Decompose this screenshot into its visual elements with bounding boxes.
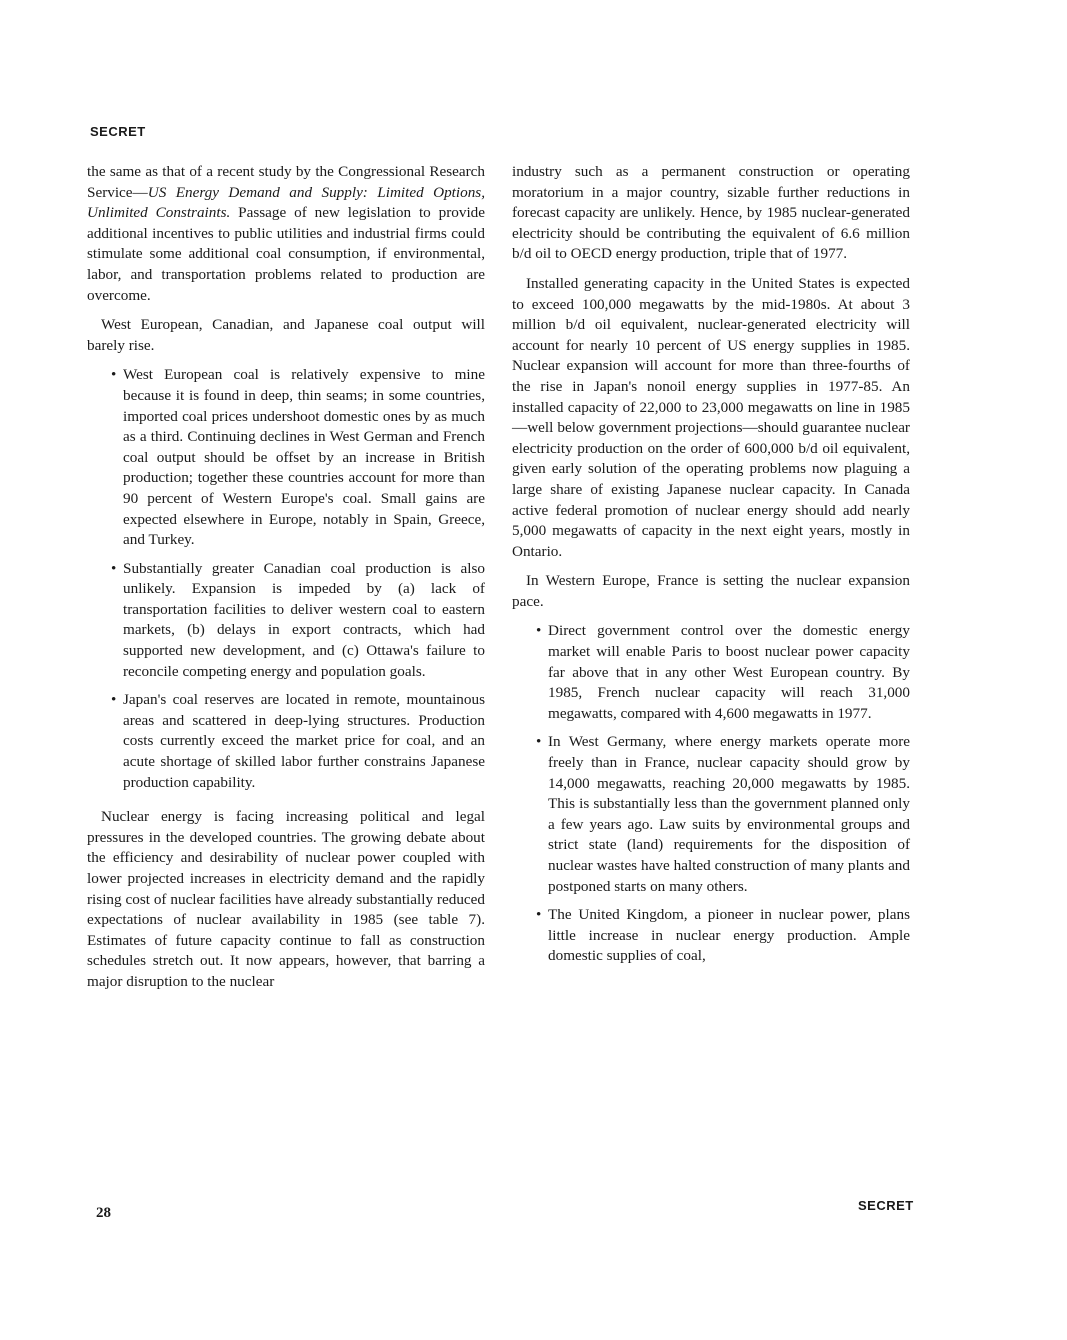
left-column	[87, 162, 485, 1002]
bullet-canadian-coal: • Substantially greater Canadian coal production is also unlikely. Expansion is impeded by (a) lack of transportation facilities to deliver western coal to eastern markets, (b) delays in export contracts, which had supported new development, and (c) Ottawa's failure to reconcile competing energy and population goals.	[123, 559, 485, 683]
right-column	[512, 162, 910, 981]
bullet-west-european-coal: • West European coal is relatively expensive to mine because it is found in deep, thin seams; in some countries, imported coal prices undershoot domestic ones by as much as a third. Continuing declines in West German and French coal output should be offset by an increase in British production; together these countries account for more than 90 percent of Western Europe's coal. Small gains are expected elsewhere in Europe, notably in Spain, Greece, and Turkey.	[123, 365, 485, 550]
paragraph-nuclear-pressures: Nuclear energy is facing increasing political and legal pressures in the developed countries. The growing debate about the efficiency and desirability of nuclear power coupled with lower projected increases in electricity demand and the rapidly rising cost of nuclear facilities have already substantially reduced expectations of nuclear availability in 1985 (see table 7). Estimates of future capacity continue to fall as construction schedules stretch out. It now appears, however, that barring a major disruption to the nuclear	[87, 808, 485, 990]
cited-study-title: US Energy Demand and Supply: Limited Options, Unlimited Constraints.	[87, 183, 485, 222]
paragraph-text: the same as that of a recent study by the Congressional Research Service—	[87, 163, 485, 201]
paragraph-western-europe: In Western Europe, France is setting the nuclear expansion pace.	[512, 572, 910, 610]
top-classification-marking: SECRET	[90, 124, 146, 139]
bullet-france: • Direct government control over the domestic energy market will enable Paris to boost nuclear power capacity far above that in any other West European country. By 1985, French nuclear capacity will reach 31,000 megawatts, compared with 4,600 megawatts in 1977.	[548, 621, 910, 724]
page-number: 28	[96, 1205, 111, 1221]
paragraph-coal-output: West European, Canadian, and Japanese coal output will barely rise.	[87, 316, 485, 354]
coal-bullet-list	[87, 365, 485, 793]
paragraph-nuclear-continued: industry such as a permanent construction or operating moratorium in a major country, sizable further reductions in forecast capacity are unlikely. Hence, by 1985 nuclear-generated electricity should be contributing the equivalent of 6.6 million b/d oil to OECD energy production, triple that of 1977.	[512, 163, 910, 263]
paragraph-text: Passage of new legislation to provide additional incentives to public utilities and industrial firms could stimulate some additional coal consumption, if environmental, labor, and transportation problems related to production are overcome.	[87, 204, 486, 304]
paragraph-coal-study	[87, 162, 485, 306]
nuclear-bullet-list	[512, 621, 910, 967]
bullet-united-kingdom: • The United Kingdom, a pioneer in nuclear power, plans little increase in nuclear energy production. Ample domestic supplies of coal,	[548, 905, 910, 967]
bottom-classification-marking: SECRET	[858, 1198, 914, 1213]
bullet-west-germany: • In West Germany, where energy markets operate more freely than in France, nuclear capacity should grow by 14,000 megawatts, reaching 20,000 megawatts by 1985. This is substantially less than the government planned only a few years ago. Law suits by environmental groups and strict state (land) requirements for the disposition of nuclear wastes have halted construction of many plants and postponed starts on many others.	[548, 732, 910, 897]
bullet-japan-coal: • Japan's coal reserves are located in remote, mountainous areas and scattered in deep-lying structures. Production costs currently exceed the market price for coal, and an acute shortage of skilled labor further constrains Japanese production capability.	[123, 690, 485, 793]
paragraph-installed-capacity: Installed generating capacity in the United States is expected to exceed 100,000 megawatts by the mid-1980s. At about 3 million b/d oil equivalent, nuclear-generated electricity will account for nearly 10 percent of US energy supplies in 1985. Nuclear expansion will account for more than three-fourths of the rise in Japan's nonoil energy supplies in 1977-85. An installed capacity of 22,000 to 23,000 megawatts on line in 1985—well below government projections—should guarantee nuclear electricity production on the order of 600,000 b/d oil equivalent, given early solution of the operating problems now plaguing a large share of existing Japanese nuclear capacity. In Canada active federal promotion of nuclear energy should add nearly 5,000 megawatts of capacity in the next eight years, mostly in Ontario.	[512, 274, 910, 560]
